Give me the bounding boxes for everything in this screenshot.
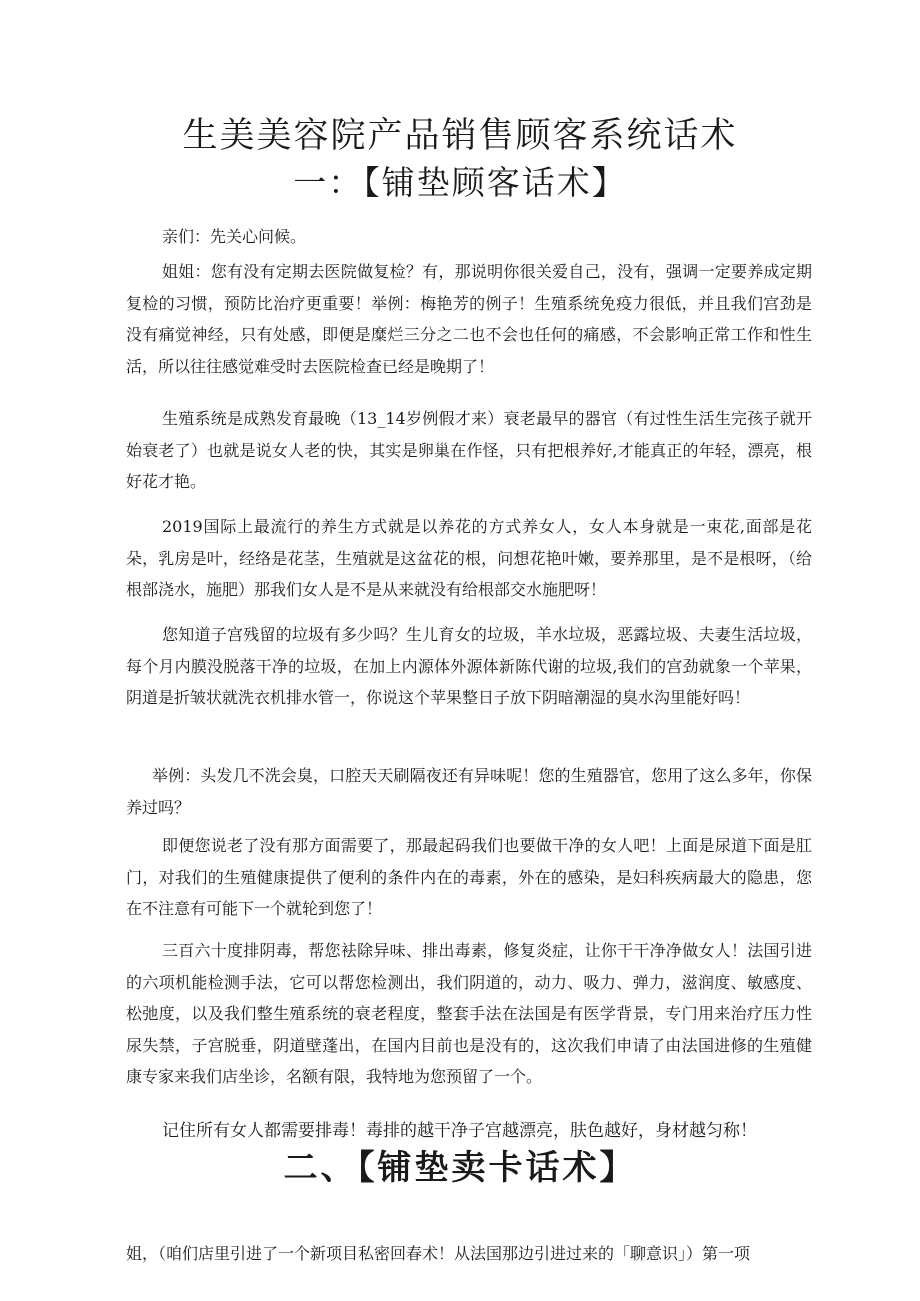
paragraph-1: 亲们：先关心问候。: [162, 227, 307, 246]
paragraph-6: 举例：头发几不洗会臭，口腔天天刷隔夜还有异味呢！您的生殖器官，您用了这么多年，你保养过吗？: [126, 766, 812, 817]
paragraph-4: 2019国际上最流行的养生方式就是以养花的方式养女人，女人本身就是一束花,面部是花朵，乳房是叶，经络是花茎，生殖就是这盆花的根，问想花艳叶嫩，要养那里，是不是根呀，（给根部浇水，施肥）那我们女人是不是从来就没有给根部交水施肥呀！: [126, 517, 812, 599]
paragraph-2: 姐姐：您有没有定期去医院做复检？有，那说明你很关爱自己，没有，强调一定要养成定期复检的习惯，预防比治疗更重要！举例：梅艳芳的例子！生殖系统免疫力很低，并且我们宫劲是没有痛觉神经，只有处感，即便是糜烂三分之二也不会也任何的痛感，不会影响正常工作和性生活，所以往往感觉难受时去医院检查已经是晚期了！: [126, 262, 812, 376]
paragraph-9: 记住所有女人都需要排毒！毒排的越干净子宫越漂亮，肤色越好，身材越匀称！: [162, 1121, 757, 1141]
paragraph-3: 生殖系统是成熟发育最晚（13_14岁例假才来）衰老最早的器官（有过性生活生完孩子就开始衰老了）也就是说女人老的快，其实是卵巢在作怪，只有把根养好,才能真正的年轻，漂亮，根好花才艳。: [126, 409, 812, 491]
section-2-first-line: 姐，（咱们店里引进了一个新项目私密回春术！从法国那边引进过来的「聊意识」）第一项: [126, 1244, 751, 1263]
section-1-heading: 一：【铺垫顾客话术】: [293, 163, 627, 202]
paragraph-5: 您知道子宫残留的垃圾有多少吗？生儿育女的垃圾，羊水垃圾，恶露垃圾、夫妻生活垃圾，每个月内膜没脱落干净的垃圾，在加上内源体外源体新陈代谢的垃圾,我们的宫劲就象一个苹果，阴道是折皱状就洗衣机排水管一，你说这个苹果整日子放下阴暗潮湿的臭水沟里能好吗！: [126, 625, 812, 707]
section-2-heading: 二、【铺垫卖卡话术】: [283, 1148, 637, 1188]
paragraph-8: 三百六十度排阴毒，帮您袪除异味、排出毒素，修复炎症，让你干干净净做女人！法国引进的六项机能检测手法，它可以帮您检测出，我们阴道的，动力、吸力、弹力，滋润度、敏感度、松弛度，以及我们整生殖系统的衰老程度，整套手法在法国是有医学背景，专门用来治疗压力性尿失禁，子宫脱垂，阴道壁蓬出，在国内目前也是没有的，这次我们申请了由法国进修的生殖健康专家来我们店坐诊，名额有限，我特地为您预留了一个。: [126, 941, 812, 1086]
paragraph-7: 即便您说老了没有那方面需要了，那最起码我们也要做干净的女人吧！上面是尿道下面是肛门，对我们的生殖健康提供了便利的条件内在的毒素，外在的感染，是妇科疾病最大的隐患，您在不注意有可能下一个就轮到您了！: [126, 836, 812, 918]
document-title: 生美美容院产品销售顾客系统话术: [182, 116, 738, 156]
